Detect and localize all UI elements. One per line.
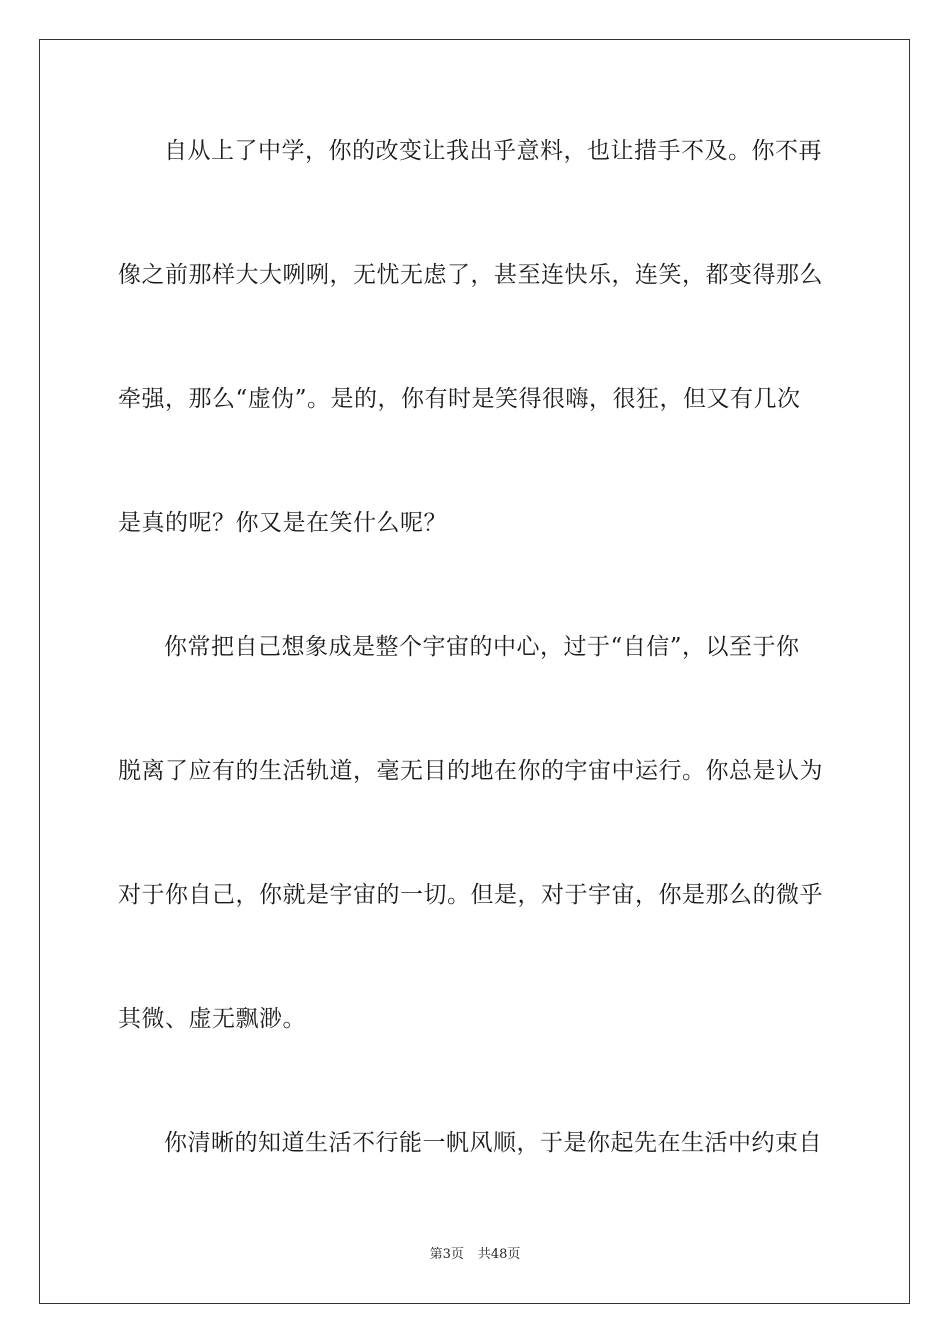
paragraph-1-line-2: 像之前那样大大咧咧，无忧无虑了，甚至连快乐，连笑，都变得那么 xyxy=(118,262,823,288)
page-border xyxy=(39,39,910,1304)
paragraph-1-line-1: 自从上了中学，你的改变让我出乎意料，也让措手不及。你不再 xyxy=(164,138,822,164)
page-footer xyxy=(0,1246,950,1264)
page-number: 第3页 xyxy=(429,1247,464,1262)
paragraph-2-line-3: 对于你自己，你就是宇宙的一切。但是，对于宇宙，你是那么的微乎 xyxy=(118,882,823,908)
paragraph-2-line-2: 脱离了应有的生活轨道，毫无目的地在你的宇宙中运行。你总是认为 xyxy=(118,758,823,784)
paragraph-3-line-1: 你清晰的知道生活不行能一帆风顺，于是你起先在生活中约束自 xyxy=(164,1130,822,1156)
page-total: 共48页 xyxy=(477,1247,521,1262)
paragraph-1-line-3: 牵强，那么“虚伪”。是的，你有时是笑得很嗨，很狂，但又有几次 xyxy=(118,386,801,412)
paragraph-2-line-1: 你常把自己想象成是整个宇宙的中心，过于“自信”，以至于你 xyxy=(164,634,800,660)
paragraph-2-line-4: 其微、虚无飘渺。 xyxy=(118,1006,306,1032)
paragraph-1-line-4: 是真的呢？你又是在笑什么呢？ xyxy=(118,510,447,536)
